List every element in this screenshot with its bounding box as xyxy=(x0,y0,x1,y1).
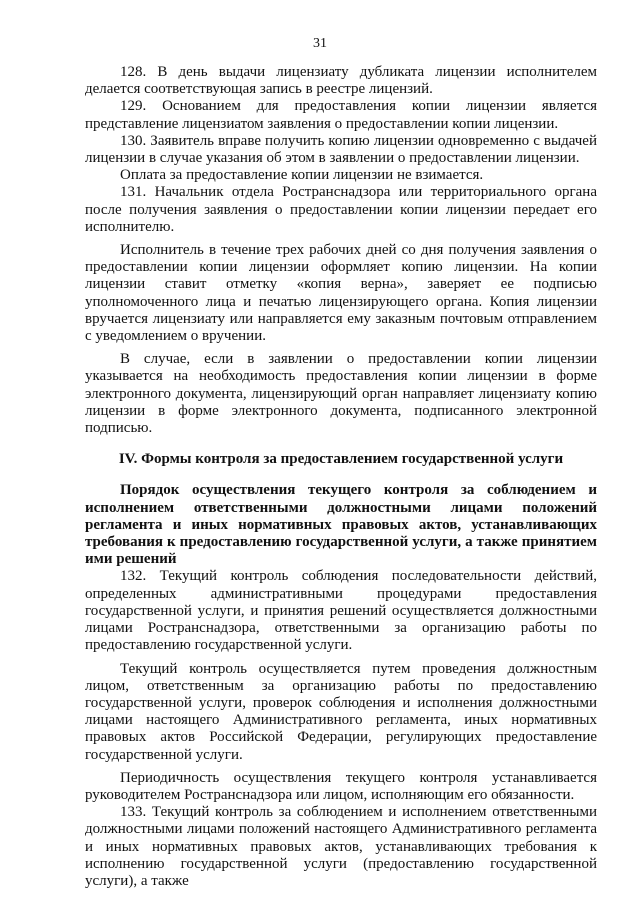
paragraph-128: 128. В день выдачи лицензиату дубликата лицензии исполнителем делается соответствующая запись в реестре лицензий. xyxy=(85,64,597,98)
paragraph-electronic-copy: В случае, если в заявлении о предоставлении копии лицензии указывается на необходимость предоставления копии лицензии в форме электронного документа, лицензирующий орган направляет лицензиату копию лицензии в форме электронного документа, подписанного электронной подписью. xyxy=(85,351,597,437)
paragraph-periodicity: Периодичность осуществления текущего контроля устанавливается руководителем Ространснадзора или лицом, исполняющим его обязанности. xyxy=(85,769,597,803)
document-body xyxy=(85,64,597,890)
paragraph-fee: Оплата за предоставление копии лицензии не взимается. xyxy=(120,167,484,184)
paragraph-130: 130. Заявитель вправе получить копию лицензии одновременно с выдачей лицензии в случае указания об этом в заявлении о предоставлении лицензии. xyxy=(85,132,597,167)
paragraph-current-control: Текущий контроль осуществляется путем проведения должностным лицом, ответственным за организацию работы по предоставлению государственной услуги, проверок соблюдения и исполнения должностными лицами настоящего Административного регламента, иных нормативных правовых актов Российской Федерации, регулирующих предоставление государственной услуги. xyxy=(85,660,597,763)
subsection-title: Порядок осуществления текущего контроля за соблюдением и исполнением ответственными должностными лицами положений регламента и иных нормативных правовых актов, устанавливающих требования к предоставлению государственной услуги, а также принятием ими решений xyxy=(85,482,597,568)
paragraph-131: 131. Начальник отдела Ространснадзора или территориального органа после получения заявления о предоставлении копии лицензии передает его исполнителю. xyxy=(85,184,597,235)
paragraph-133: 133. Текущий контроль за соблюдением и исполнением ответственными должностными лицами положений настоящего Административного регламента и иных нормативных правовых актов, устанавливающих требования к исполнению государственной услуги (предоставлению государственной услуги), а также xyxy=(85,804,597,889)
paragraph-129: 129. Основанием для предоставления копии лицензии является представление лицензиатом заявления о предоставлении копии лицензии. xyxy=(85,98,597,132)
page-number: 31 xyxy=(313,36,327,51)
paragraph-132: 132. Текущий контроль соблюдения последовательности действий, определенных административными процедурами предоставления государственной услуги, и принятия решений осуществляется должностными лицами Ространснадзора, ответственными за организацию работы по предоставлению государственной услуги. xyxy=(85,568,597,654)
section-title: IV. Формы контроля за предоставлением государственной услуги xyxy=(118,451,564,468)
paragraph-executor: Исполнитель в течение трех рабочих дней со дня получения заявления о предоставлении копии лицензии оформляет копию лицензии. На копии лицензии ставит отметку «копия верна», заверяет ее подписью уполномоченного лица и печатью лицензирующего органа. Копия лицензии вручается лицензиату или направляется ему заказным почтовым отправлением с уведомлением о вручении. xyxy=(85,242,597,345)
